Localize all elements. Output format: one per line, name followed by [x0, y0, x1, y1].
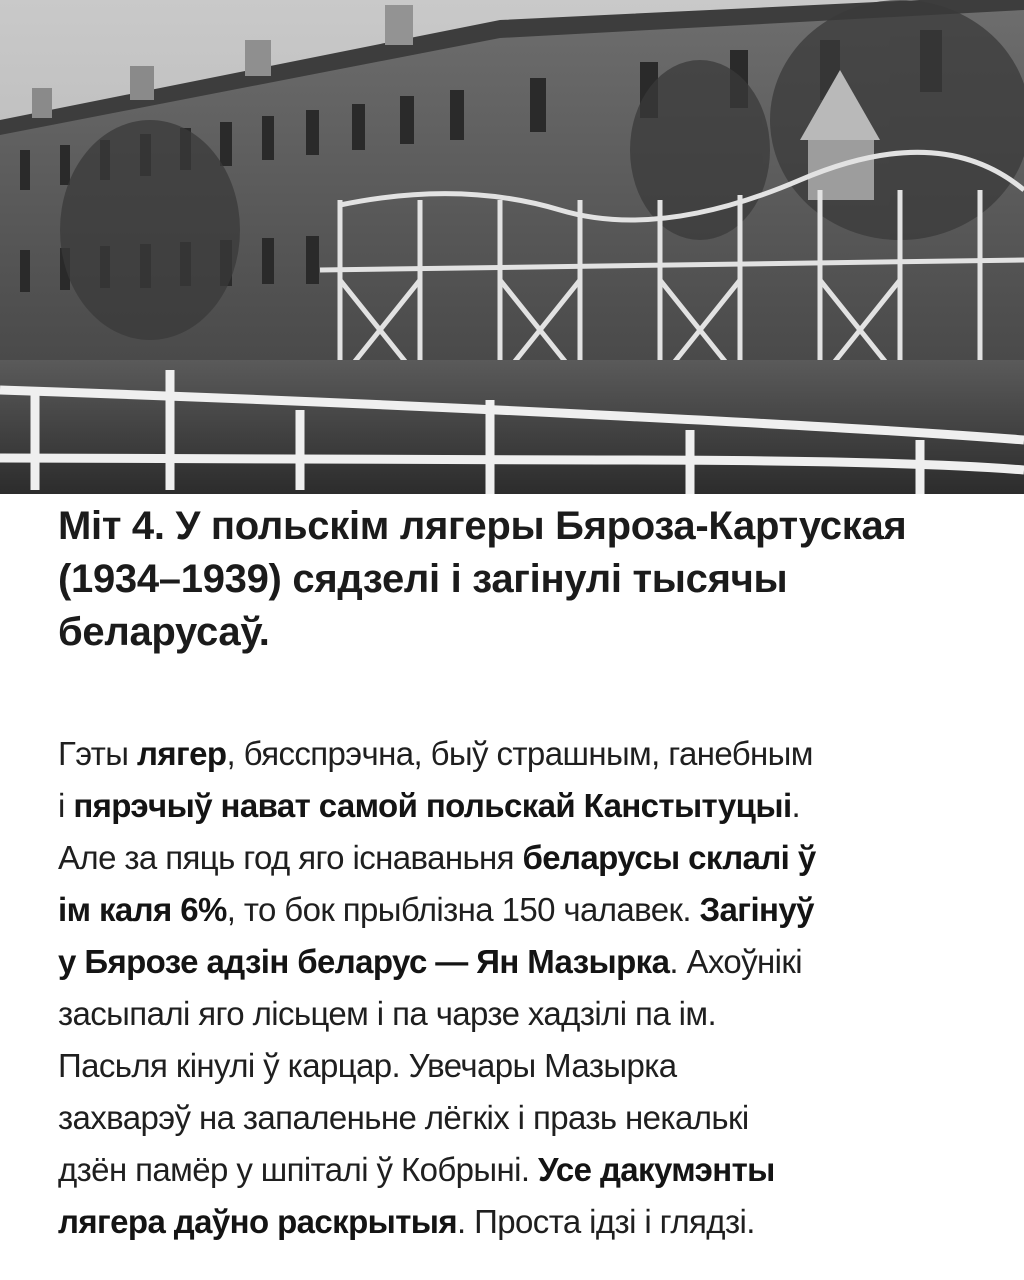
bold-segment: лягера даўно раскрытыя [58, 1203, 458, 1240]
text-segment: , бясспрэчна, быў страшным, ганебным [226, 735, 813, 772]
text-segment: захварэў на запаленьне лёгкіх і празь некалькі [58, 1099, 749, 1136]
building-photo-illustration [0, 0, 1024, 494]
heading-line: беларусаў. [58, 610, 270, 654]
text-segment: Гэты [58, 735, 137, 772]
text-segment: засыпалі яго лісьцем і па чарзе хадзілі па ім. [58, 995, 717, 1032]
bold-segment: пярэчыў нават самой польскай Канстытуцыі [73, 787, 792, 824]
explanation-paragraph [58, 728, 978, 1248]
text-segment: дзён памёр у шпіталі ў Кобрыні. [58, 1151, 539, 1188]
text-segment: Пасьля кінулі ў карцар. Увечары Мазырка [58, 1047, 677, 1084]
heading-line: (1934–1939) сядзелі і загінулі тысячы [58, 557, 788, 601]
text-segment: . Проста ідзі і глядзі. [457, 1203, 755, 1240]
bold-segment: лягер [137, 735, 227, 772]
bold-segment: Усе дакумэнты [538, 1151, 775, 1188]
heading-line: Міт 4. У польскім лягеры Бяроза-Картуская [58, 504, 907, 548]
text-segment: . [791, 787, 801, 824]
myth-heading [58, 500, 978, 659]
bold-segment: беларусы склалі ў [522, 839, 816, 876]
bold-segment: ім каля 6% [58, 891, 227, 928]
archival-photo [0, 0, 1024, 494]
text-segment: , то бок прыблізна 150 чалавек. [226, 891, 700, 928]
bold-segment: у Бярозе адзін беларус — Ян Мазырка [58, 943, 670, 980]
text-segment: і [58, 787, 74, 824]
text-segment: Але за пяць год яго існаваньня [58, 839, 523, 876]
text-segment: . Ахоўнікі [669, 943, 802, 980]
bold-segment: Загінуў [699, 891, 814, 928]
